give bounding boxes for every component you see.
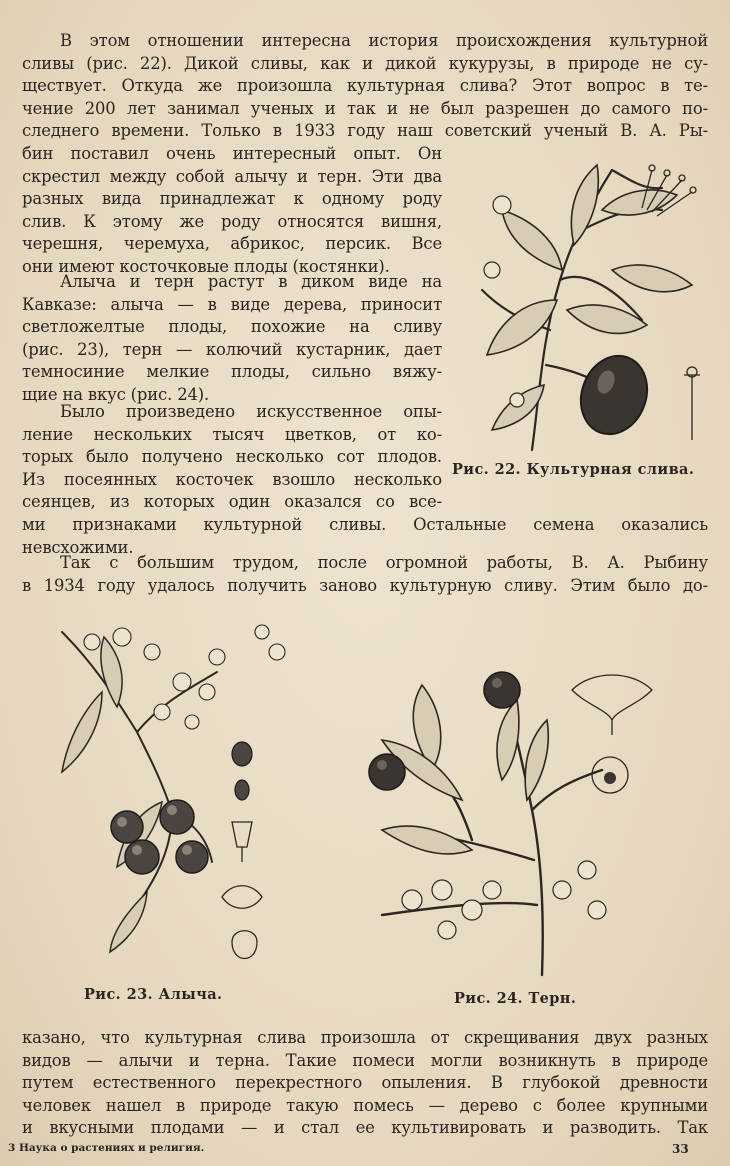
text-line: чение 200 лет занимал ученых и так и не был разрешен до самого по- (22, 98, 708, 118)
blackthorn-branch-drawing (352, 660, 672, 978)
figure-24-blackthorn-illustration (352, 660, 672, 978)
figure-23-cherry-plum-illustration (42, 612, 300, 977)
figure-22-caption: Рис. 22. Культурная слива. (452, 461, 695, 478)
cherry-plum-branch-drawing (42, 612, 300, 977)
text-line: бин поставил очень интересный опыт. Он (22, 143, 442, 163)
text-line: ществует. Откуда же произошла культурная слива? Этот вопрос в те- (22, 76, 708, 96)
text-line: слив. К этому же роду относятся вишня, (22, 211, 442, 231)
text-line: скрестил между собой алычу и терн. Эти два (22, 166, 442, 186)
text-line: Было произведено искусственное опы- (60, 402, 442, 421)
text-line: видов — алычи и терна. Такие помеси могли возникнуть в природе (22, 1050, 708, 1070)
text-line: сливы (рис. 22). Дикой сливы, как и дикой кукурузы, в природе не су- (22, 53, 708, 73)
text-line: ми признаками культурной сливы. Остальные семена оказались (22, 514, 708, 534)
page-number: 33 (672, 1142, 689, 1156)
text-line: торых было получено несколько сот плодов. (22, 447, 442, 467)
text-line: они имеют косточковые плоды (костянки). (22, 256, 390, 276)
text-line: Алыча и терн растут в диком виде на (60, 272, 442, 291)
text-line: (рис. 23), терн — колючий кустарник, дает (22, 339, 442, 359)
text-line: В этом отношении интересна история происхождения культурной (60, 31, 708, 50)
figure-22-plum-illustration (462, 150, 710, 455)
figure-24-caption: Рис. 24. Терн. (454, 990, 577, 1007)
text-line: в 1934 году удалось получить заново культурную сливу. Этим было до- (22, 575, 708, 595)
text-line: ление нескольких тысяч цветков, от ко- (22, 424, 442, 444)
text-line: Кавказе: алыча — в виде дерева, приносит (22, 294, 442, 314)
paragraph-5 (22, 1027, 708, 1140)
text-line: Из посеянных косточек взошло несколько (22, 469, 442, 489)
paragraph-2 (22, 271, 442, 407)
text-line: щие на вкус (рис. 24). (22, 384, 210, 404)
text-line: Так с большим трудом, после огромной работы, В. А. Рыбину (60, 553, 708, 572)
footer-signature: 3 Наука о растениях и религия. (8, 1142, 205, 1154)
plum-branch-drawing (462, 150, 710, 455)
text-line: казано, что культурная слива произошла от скрещивания двух разных (22, 1028, 708, 1047)
text-line: невсхожими. (22, 537, 134, 557)
text-line: путем естественного перекрестного опыления. В глубокой древности (22, 1073, 708, 1093)
figure-23-caption: Рис. 23. Алыча. (84, 986, 223, 1003)
text-line: человек нашел в природе такую помесь — дерево с более крупными (22, 1095, 708, 1115)
text-line: и вкусными плодами — и стал ее культивировать и разводить. Так (22, 1118, 708, 1138)
text-line: разных вида принадлежат к одному роду (22, 189, 442, 209)
paragraph-4 (22, 552, 708, 597)
text-line: сеянцев, из которых один оказался со все- (22, 492, 442, 512)
text-line: светложелтые плоды, похожие на сливу (22, 317, 442, 337)
text-line: следнего времени. Только в 1933 году наш советский ученый В. А. Ры- (22, 121, 708, 141)
text-line: темносиние мелкие плоды, сильно вяжу- (22, 362, 442, 382)
text-line: черешня, черемуха, абрикос, персик. Все (22, 234, 442, 254)
